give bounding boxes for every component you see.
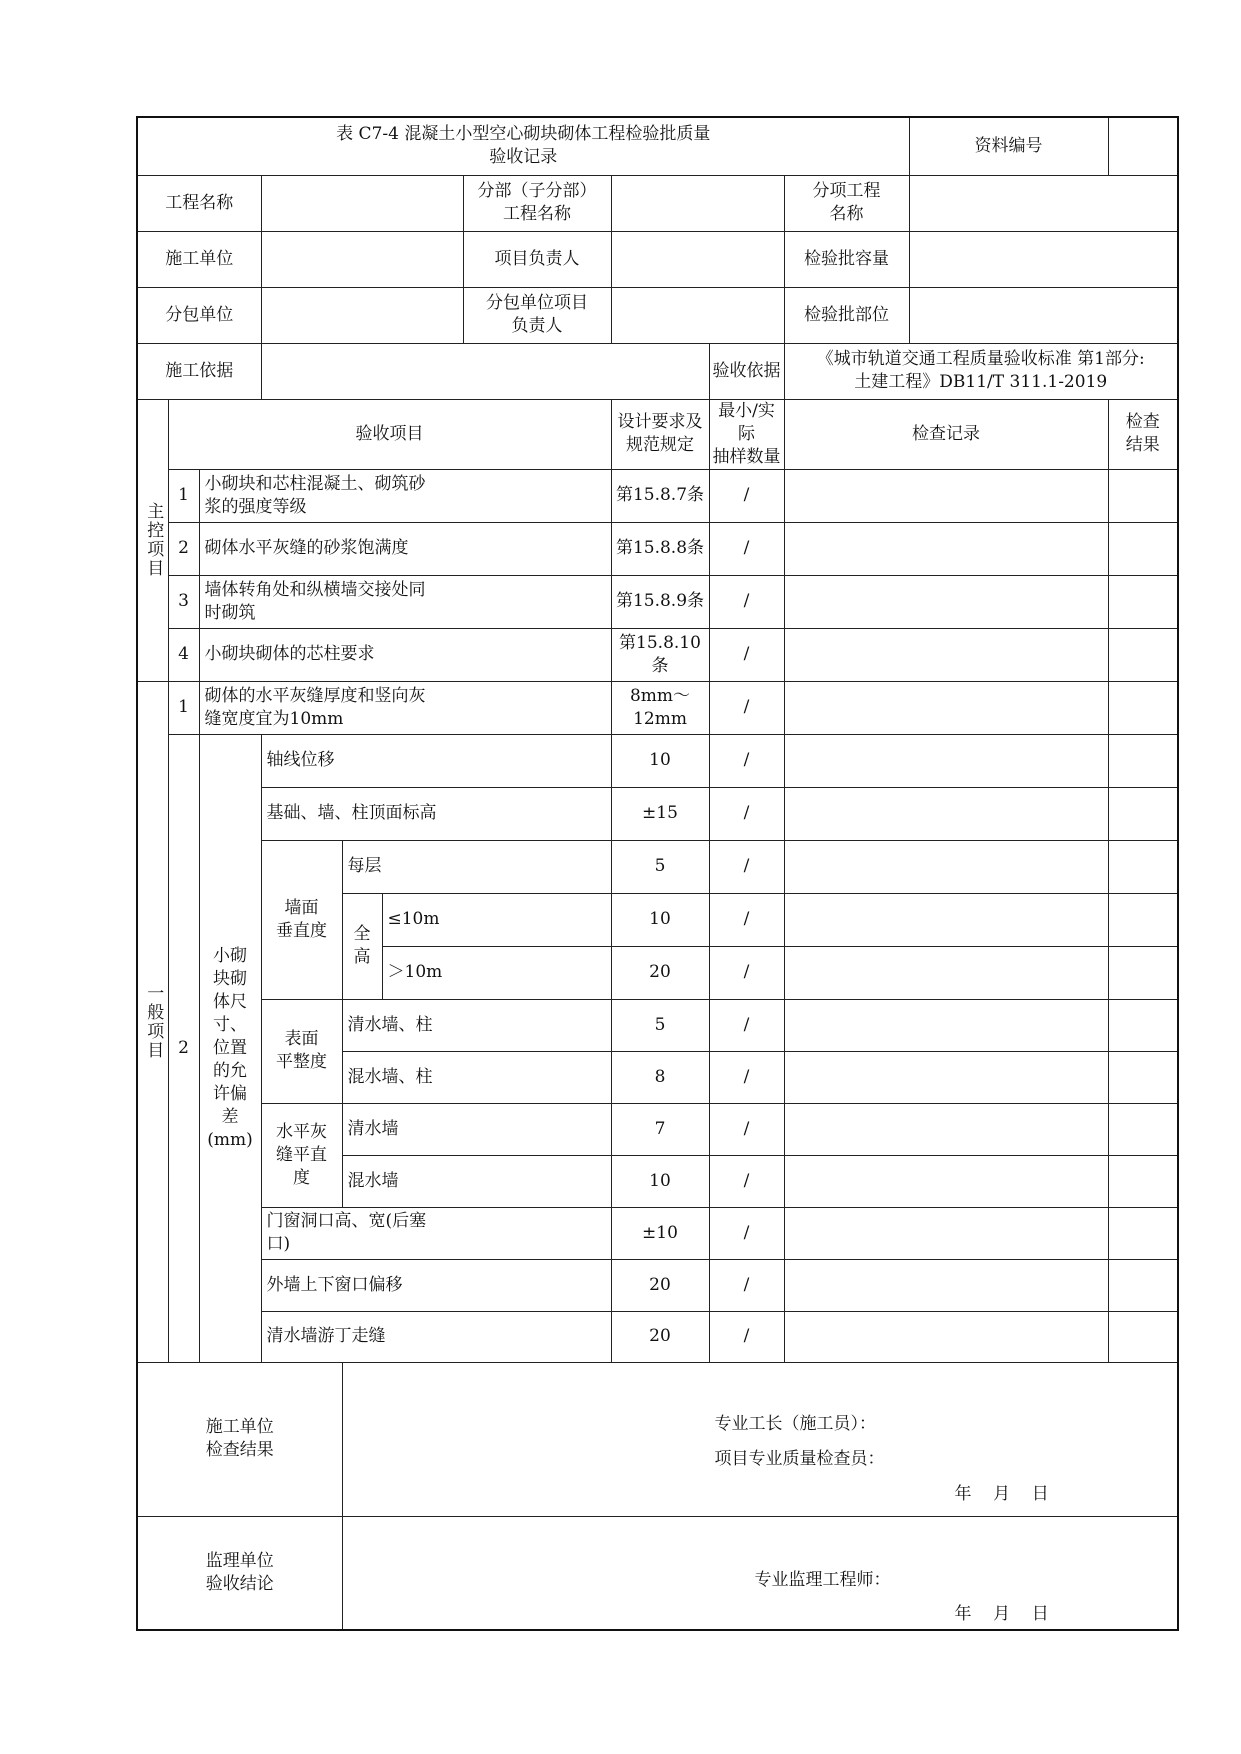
tolerance-label: 轴线位移 — [261, 734, 611, 787]
item-sample: / — [709, 840, 784, 893]
item-result[interactable] — [1108, 999, 1178, 1051]
col-result-header: 检查 结果 — [1108, 399, 1178, 469]
item-result[interactable] — [1108, 1311, 1178, 1362]
batch-location-label: 检验批部位 — [784, 287, 909, 343]
col-sample-header: 最小/实际 抽样数量 — [709, 399, 784, 469]
item-record[interactable] — [784, 522, 1108, 575]
form-title — [137, 117, 909, 175]
item-desc: 小砌块和芯柱混凝土、砌筑砂 浆的强度等级 — [199, 469, 611, 522]
inspector-label: 项目专业质量检查员： — [714, 1448, 885, 1469]
doc-no-label: 资料编号 — [909, 117, 1108, 175]
item-record[interactable] — [784, 1155, 1108, 1207]
tolerance-group-label: 小砌 块砌 体尺 寸、 位置 的允 许偏 差 (mm) — [199, 734, 261, 1362]
item-result[interactable] — [1108, 575, 1178, 628]
item-sample: / — [709, 787, 784, 840]
foreman-label: 专业工长（施工员）： — [714, 1413, 876, 1434]
item-record[interactable] — [784, 469, 1108, 522]
item-sample: / — [709, 1207, 784, 1259]
item-spec: 第15.8.9条 — [611, 575, 709, 628]
item-result[interactable] — [1108, 1259, 1178, 1311]
item-record[interactable] — [784, 946, 1108, 999]
item-spec: 5 — [611, 840, 709, 893]
form-table — [136, 116, 1179, 1631]
item-spec: ±15 — [611, 787, 709, 840]
form-title-line2: 验收记录 — [489, 147, 558, 168]
item-desc: 小砌块砌体的芯柱要求 — [199, 628, 611, 681]
item-sample: / — [709, 999, 784, 1051]
tolerance-row — [137, 840, 1178, 893]
project-manager-field[interactable] — [611, 231, 784, 287]
item-record[interactable] — [784, 734, 1108, 787]
item-record[interactable] — [784, 1259, 1108, 1311]
item-result[interactable] — [1108, 1103, 1178, 1155]
item-record[interactable] — [784, 1207, 1108, 1259]
item-spec: 10 — [611, 1155, 709, 1207]
item-sample: / — [709, 681, 784, 734]
item-result[interactable] — [1108, 469, 1178, 522]
contractor-check-area[interactable] — [342, 1362, 1178, 1516]
sub-item-field[interactable] — [909, 175, 1178, 231]
item-sample: / — [709, 1103, 784, 1155]
acceptance-standard: 《城市轨道交通工程质量验收标准 第1部分: 土建工程》DB11/T 311.1-2019 — [784, 343, 1178, 399]
tolerance-row — [137, 1103, 1178, 1155]
tolerance-row — [137, 787, 1178, 840]
item-spec: 第15.8.7条 — [611, 469, 709, 522]
tolerance-label: 外墙上下窗口偏移 — [261, 1259, 611, 1311]
item-record[interactable] — [784, 787, 1108, 840]
main-item-row — [137, 522, 1178, 575]
item-record[interactable] — [784, 1051, 1108, 1103]
inspection-form — [136, 116, 1160, 1631]
item-sample: / — [709, 893, 784, 946]
batch-capacity-field[interactable] — [909, 231, 1178, 287]
item-sample: / — [709, 946, 784, 999]
tolerance-row — [137, 1207, 1178, 1259]
item-result[interactable] — [1108, 522, 1178, 575]
flatness-group-label: 表面 平整度 — [261, 999, 342, 1103]
item-sample: / — [709, 1155, 784, 1207]
subcontractor-label: 分包单位 — [137, 287, 261, 343]
date-label: 年 月 日 — [954, 1483, 1049, 1504]
item-record[interactable] — [784, 681, 1108, 734]
general-item-row — [137, 681, 1178, 734]
tolerance-label: 清水墙、柱 — [342, 999, 611, 1051]
item-desc: 墙体转角处和纵横墙交接处同 时砌筑 — [199, 575, 611, 628]
item-result[interactable] — [1108, 681, 1178, 734]
item-sample: / — [709, 734, 784, 787]
project-manager-label: 项目负责人 — [463, 231, 611, 287]
item-spec: 8mm～12mm — [611, 681, 709, 734]
tolerance-row — [137, 1259, 1178, 1311]
joint-group-label: 水平灰 缝平直 度 — [261, 1103, 342, 1207]
full-height-label: 全 高 — [342, 893, 382, 999]
item-sample: / — [709, 469, 784, 522]
item-record[interactable] — [784, 575, 1108, 628]
main-item-row — [137, 575, 1178, 628]
item-record[interactable] — [784, 628, 1108, 681]
tolerance-label: 基础、墙、柱顶面标高 — [261, 787, 611, 840]
batch-capacity-label: 检验批容量 — [784, 231, 909, 287]
item-spec: 8 — [611, 1051, 709, 1103]
general-items-label: 一般项目 — [137, 681, 168, 1362]
project-name-field[interactable] — [261, 175, 463, 231]
subcontractor-field[interactable] — [261, 287, 463, 343]
supervisor-label: 监理单位 验收结论 — [137, 1516, 342, 1630]
supervisor-area[interactable] — [342, 1516, 1178, 1630]
tolerance-label: 每层 — [342, 840, 611, 893]
item-desc: 砌体水平灰缝的砂浆饱满度 — [199, 522, 611, 575]
date-label: 年 月 日 — [954, 1603, 1049, 1624]
item-no: 1 — [168, 469, 199, 522]
item-no: 4 — [168, 628, 199, 681]
item-spec: 20 — [611, 1311, 709, 1362]
tolerance-row — [137, 734, 1178, 787]
item-result[interactable] — [1108, 1051, 1178, 1103]
item-result[interactable] — [1108, 734, 1178, 787]
item-record[interactable] — [784, 999, 1108, 1051]
item-sample: / — [709, 1051, 784, 1103]
item-result[interactable] — [1108, 628, 1178, 681]
item-desc: 砌体的水平灰缝厚度和竖向灰 缝宽度宜为10mm — [199, 681, 611, 734]
sub-division-field[interactable] — [611, 175, 784, 231]
vertical-group-label: 墙面 垂直度 — [261, 840, 342, 999]
item-spec: ±10 — [611, 1207, 709, 1259]
item-record[interactable] — [784, 1103, 1108, 1155]
item-spec: 10 — [611, 893, 709, 946]
contractor-check-label: 施工单位 检查结果 — [137, 1362, 342, 1516]
item-spec: 20 — [611, 946, 709, 999]
sub-division-label: 分部（子分部） 工程名称 — [463, 175, 611, 231]
tolerance-label: 清水墙 — [342, 1103, 611, 1155]
item-spec: 5 — [611, 999, 709, 1051]
basis-field[interactable] — [261, 343, 709, 399]
item-sample: / — [709, 1259, 784, 1311]
sub-manager-label: 分包单位项目 负责人 — [463, 287, 611, 343]
form-title-line1: 表 C7-4 混凝土小型空心砌块砌体工程检验批质量 — [336, 124, 711, 145]
batch-location-field[interactable] — [909, 287, 1178, 343]
sub-item-label: 分项工程 名称 — [784, 175, 909, 231]
item-no: 1 — [168, 681, 199, 734]
tolerance-label: ≤10m — [382, 893, 611, 946]
contractor-label: 施工单位 — [137, 231, 261, 287]
item-sample: / — [709, 575, 784, 628]
item-record[interactable] — [784, 840, 1108, 893]
item-no: 2 — [168, 734, 199, 1362]
tolerance-row — [137, 1311, 1178, 1362]
tolerance-label: 门窗洞口高、宽(后塞 口) — [261, 1207, 611, 1259]
item-result[interactable] — [1108, 946, 1178, 999]
item-record[interactable] — [784, 1311, 1108, 1362]
item-spec: 7 — [611, 1103, 709, 1155]
basis-label: 施工依据 — [137, 343, 261, 399]
project-name-label: 工程名称 — [137, 175, 261, 231]
item-sample: / — [709, 522, 784, 575]
tolerance-label: 混水墙、柱 — [342, 1051, 611, 1103]
item-spec: 20 — [611, 1259, 709, 1311]
item-no: 3 — [168, 575, 199, 628]
tolerance-row — [137, 999, 1178, 1051]
sub-manager-field[interactable] — [611, 287, 784, 343]
doc-no-field[interactable] — [1108, 117, 1178, 175]
contractor-field[interactable] — [261, 231, 463, 287]
main-item-row — [137, 628, 1178, 681]
item-spec: 10 — [611, 734, 709, 787]
main-item-row — [137, 469, 1178, 522]
tolerance-label: ＞10m — [382, 946, 611, 999]
item-result[interactable] — [1108, 1155, 1178, 1207]
engineer-label: 专业监理工程师： — [754, 1569, 891, 1590]
item-result[interactable] — [1108, 787, 1178, 840]
item-result[interactable] — [1108, 840, 1178, 893]
col-record-header: 检查记录 — [784, 399, 1108, 469]
item-result[interactable] — [1108, 1207, 1178, 1259]
tolerance-label: 混水墙 — [342, 1155, 611, 1207]
item-spec: 第15.8.8条 — [611, 522, 709, 575]
item-spec: 第15.8.10条 — [611, 628, 709, 681]
col-item-header: 验收项目 — [168, 399, 611, 469]
item-record[interactable] — [784, 893, 1108, 946]
tolerance-label: 清水墙游丁走缝 — [261, 1311, 611, 1362]
acceptance-basis-label: 验收依据 — [709, 343, 784, 399]
item-sample: / — [709, 1311, 784, 1362]
item-sample: / — [709, 628, 784, 681]
item-result[interactable] — [1108, 893, 1178, 946]
main-control-label: 主控项目 — [137, 399, 168, 681]
item-no: 2 — [168, 522, 199, 575]
col-design-header: 设计要求及 规范规定 — [611, 399, 709, 469]
